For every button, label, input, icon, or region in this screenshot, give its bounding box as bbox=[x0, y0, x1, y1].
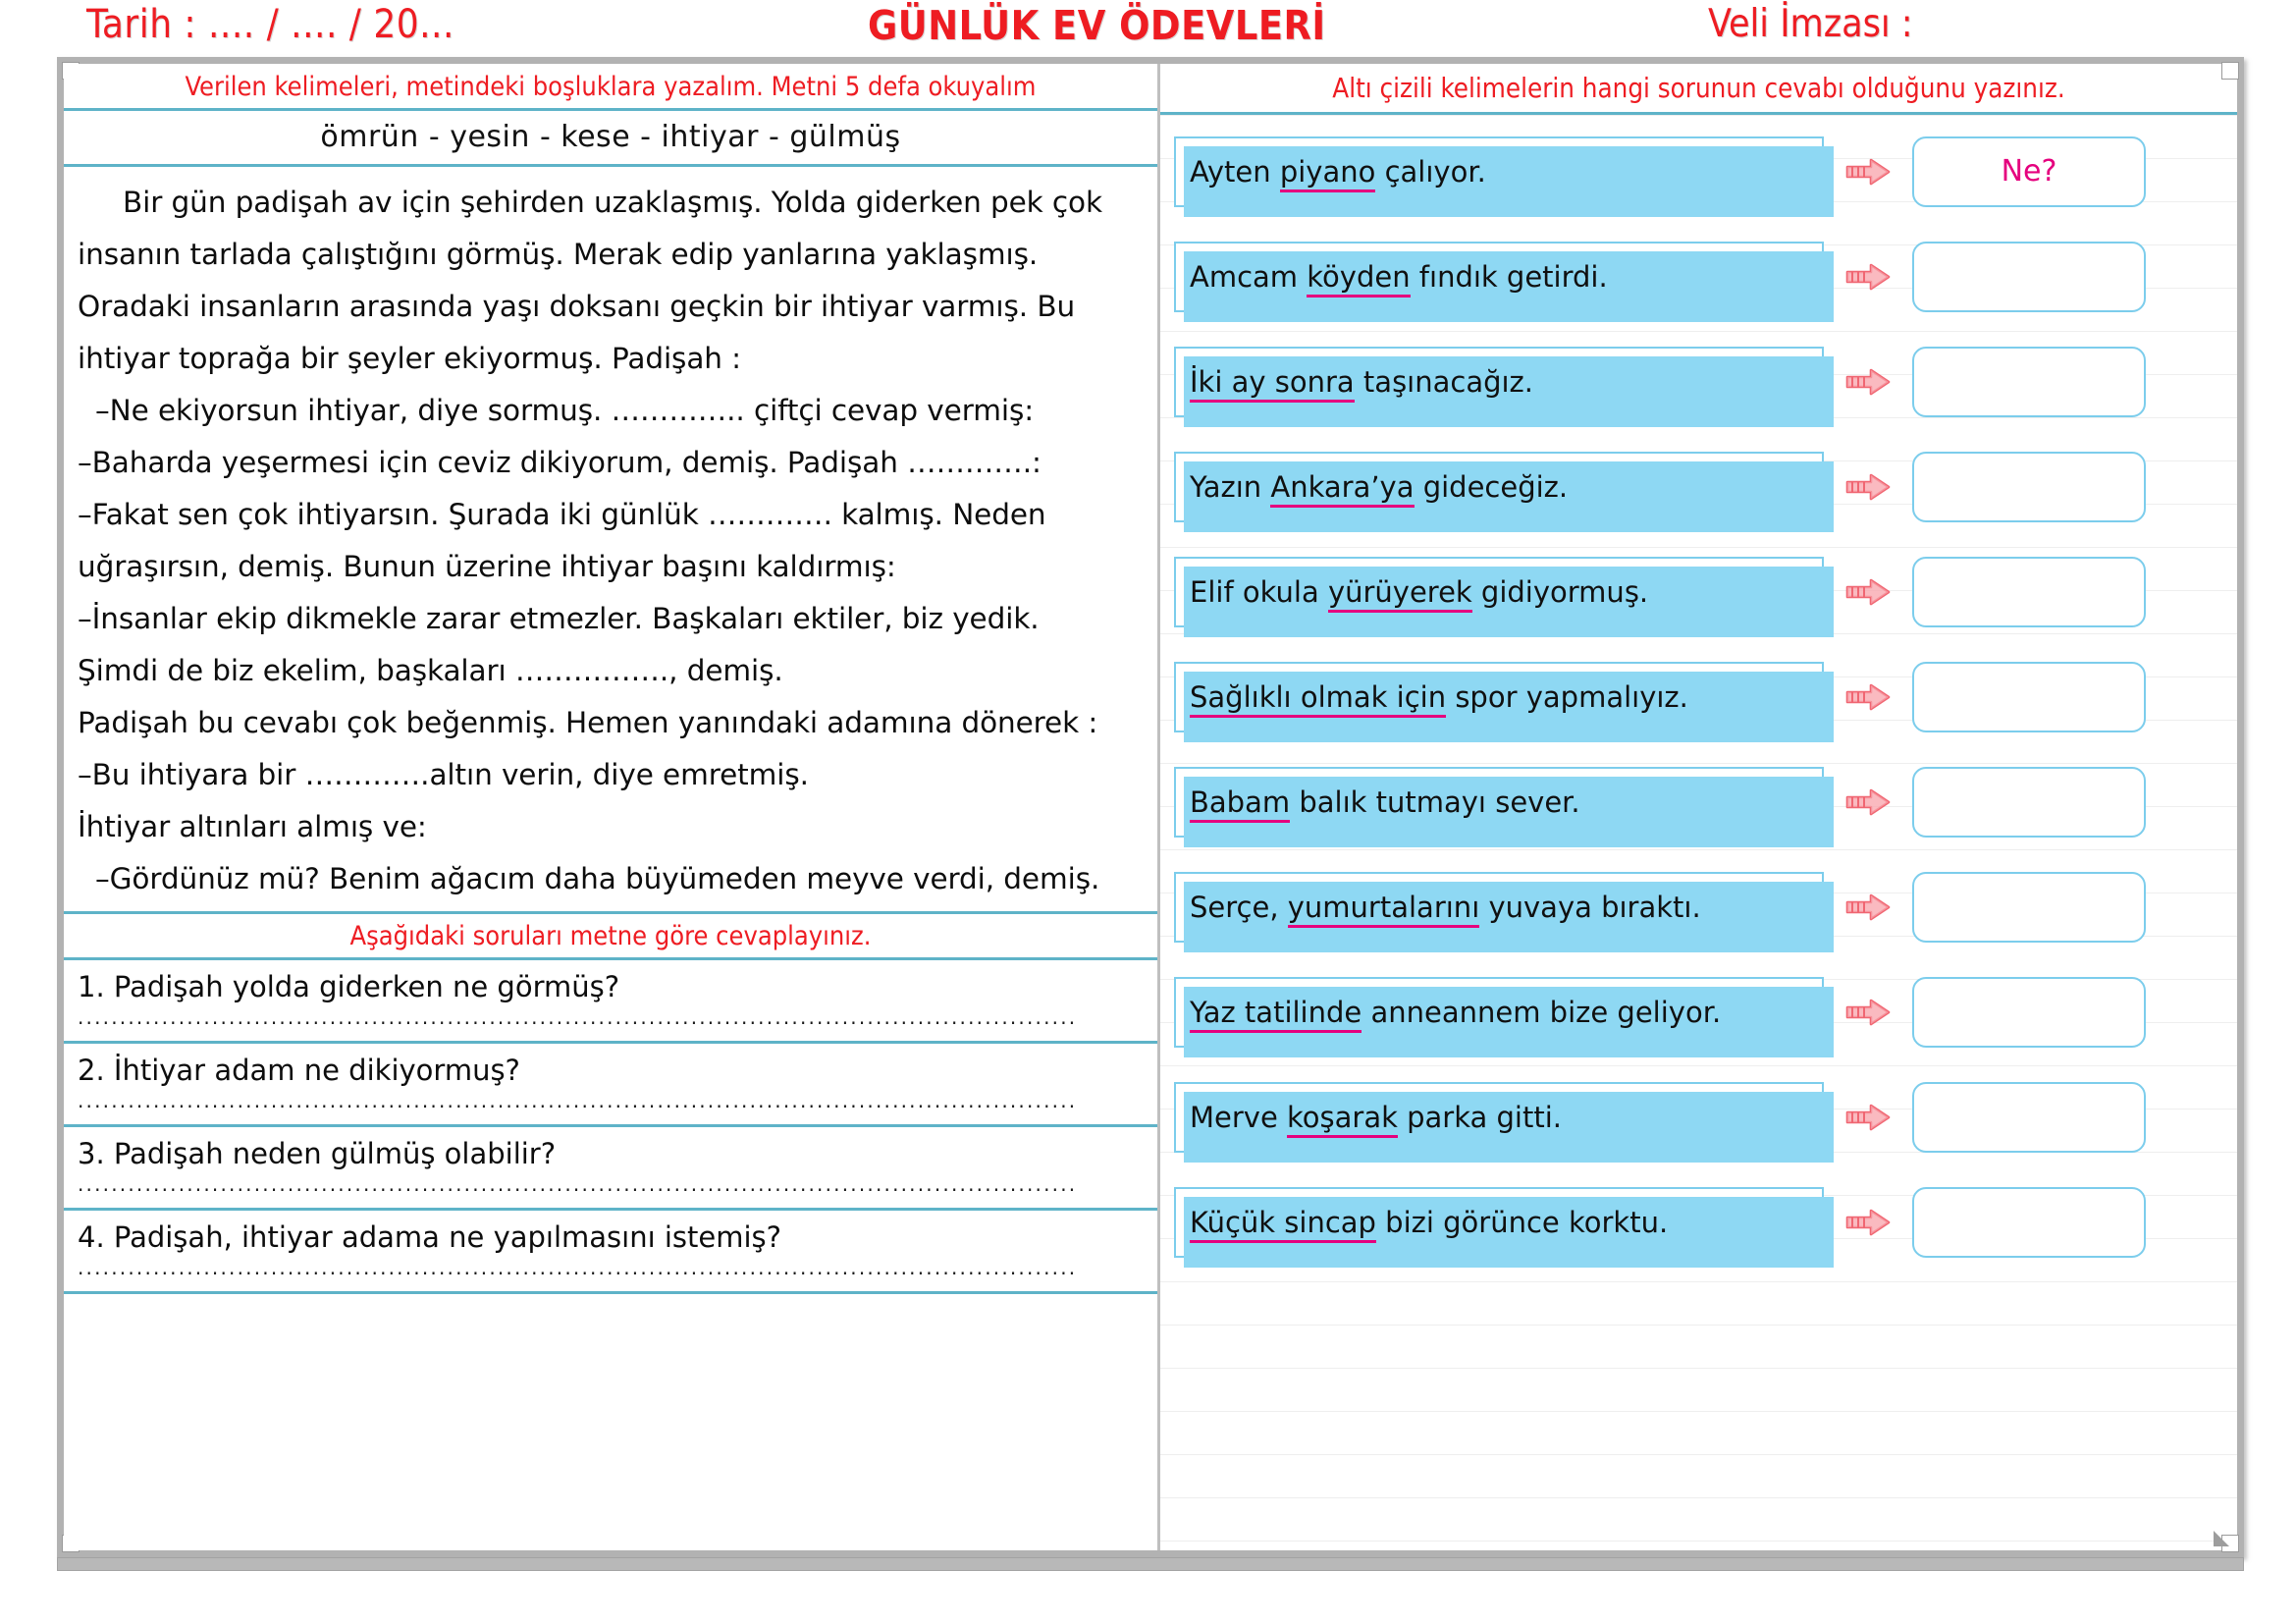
story-line: Bir gün padişah av için şehirden uzaklaşmış. Yolda giderken pek çok bbox=[123, 186, 1102, 220]
notebook-line bbox=[1160, 1454, 2237, 1455]
sentence-row bbox=[1174, 644, 2216, 749]
word-bank: ömrün - yesin - kese - ihtiyar - gülmüş bbox=[320, 120, 901, 155]
story-line: İhtiyar altınları almış ve: bbox=[78, 810, 427, 844]
story-line: Şimdi de biz ekelim, başkaları ……………., demiş. bbox=[78, 654, 783, 688]
sentence-text bbox=[1190, 470, 1568, 504]
sentence-suffix: yuvaya bıraktı. bbox=[1479, 890, 1701, 924]
underlined-keyword: piyano bbox=[1280, 155, 1376, 192]
right-arrow-icon bbox=[1824, 787, 1912, 817]
sentence-rows-container bbox=[1160, 115, 2237, 1274]
answer-box[interactable] bbox=[1912, 136, 2146, 207]
notebook-line bbox=[1160, 1281, 2237, 1282]
right-arrow-icon bbox=[1824, 472, 1912, 502]
underlined-keyword: Yaz tatilinde bbox=[1190, 996, 1362, 1033]
sentence-suffix: balık tutmayı sever. bbox=[1290, 785, 1580, 819]
answer-box[interactable] bbox=[1912, 977, 2146, 1048]
answer-box[interactable] bbox=[1912, 452, 2146, 522]
sentence-text bbox=[1190, 891, 1701, 924]
sentence-suffix: gidiyormuş. bbox=[1471, 574, 1649, 609]
story-line: –Baharda yeşermesi için ceviz dikiyorum, demiş. Padişah ………….: bbox=[78, 446, 1041, 480]
sentence-row bbox=[1174, 539, 2216, 644]
answer-box[interactable] bbox=[1912, 1187, 2146, 1258]
sentence-card bbox=[1174, 977, 1824, 1048]
sentence-suffix: fındık getirdi. bbox=[1410, 259, 1608, 294]
story-line: uğraşırsın, demiş. Bunun üzerine ihtiyar başını kaldırmış: bbox=[78, 550, 896, 584]
parent-signature-label: Veli İmzası : bbox=[1708, 2, 1913, 46]
sentence-suffix: spor yapmalıyız. bbox=[1446, 679, 1688, 714]
notebook-line bbox=[1160, 1541, 2237, 1542]
notebook-line bbox=[1160, 1411, 2237, 1412]
sentence-prefix: Merve bbox=[1190, 1100, 1288, 1134]
reading-instruction: Verilen kelimeleri, metindeki boşluklara yazalım. Metni 5 defa okuyalım bbox=[185, 72, 1037, 102]
sentence-text bbox=[1190, 680, 1688, 714]
right-arrow-icon bbox=[1824, 367, 1912, 397]
question-text: 1. Padişah yolda giderken ne görmüş? bbox=[78, 970, 620, 1004]
sentence-card bbox=[1174, 872, 1824, 943]
sentence-row bbox=[1174, 749, 2216, 854]
sentence-prefix: Yazın bbox=[1190, 469, 1271, 504]
right-arrow-icon bbox=[1824, 893, 1912, 922]
sentence-card bbox=[1174, 662, 1824, 732]
sentence-card bbox=[1174, 1082, 1824, 1153]
underlined-keyword: köyden bbox=[1307, 260, 1410, 298]
sentence-text bbox=[1190, 155, 1486, 189]
sentence-row bbox=[1174, 1169, 2216, 1274]
question-text: 3. Padişah neden gülmüş olabilir? bbox=[78, 1137, 557, 1171]
sentence-suffix: gideceğiz. bbox=[1414, 469, 1569, 504]
answer-value: Ne? bbox=[2001, 154, 2057, 189]
frame-corner-handle-top-right bbox=[2221, 62, 2239, 80]
question-block-4 bbox=[64, 1211, 1157, 1291]
notebook-line bbox=[1160, 1325, 2237, 1326]
sentence-card bbox=[1174, 1187, 1824, 1258]
question-text: 2. İhtiyar adam ne dikiyormuş? bbox=[78, 1054, 520, 1088]
sentence-row bbox=[1174, 329, 2216, 434]
divider-rule-8 bbox=[64, 1291, 1157, 1294]
answer-box[interactable] bbox=[1912, 767, 2146, 838]
story-line: ihtiyar toprağa bir şeyler ekiyormuş. Padişah : bbox=[78, 342, 742, 376]
sentence-row bbox=[1174, 1064, 2216, 1169]
date-label: Tarih : .... / .... / 20... bbox=[86, 2, 454, 47]
sentence-card bbox=[1174, 347, 1824, 417]
notebook-line bbox=[1160, 1368, 2237, 1369]
underlined-keyword: Babam bbox=[1190, 785, 1290, 823]
sentence-card bbox=[1174, 557, 1824, 627]
page-title: GÜNLÜK EV ÖDEVLERİ bbox=[868, 2, 1326, 49]
underlined-keyword: Ankara’ya bbox=[1270, 470, 1414, 508]
question-block-3 bbox=[64, 1127, 1157, 1208]
sentence-card bbox=[1174, 242, 1824, 312]
sentence-panel-instruction: Altı çizili kelimelerin hangi sorunun cevabı olduğunu yazınız. bbox=[1332, 73, 2065, 104]
sentence-row bbox=[1174, 854, 2216, 959]
underlined-keyword: İki ay sonra bbox=[1190, 365, 1355, 403]
sentence-text bbox=[1190, 260, 1608, 294]
answer-line[interactable]: ....................................................................................................................... bbox=[78, 1089, 1078, 1113]
story-line: Oradaki insanların arasında yaşı doksanı geçkin bir ihtiyar varmış. Bu bbox=[78, 290, 1076, 324]
answer-box[interactable] bbox=[1912, 662, 2146, 732]
underlined-keyword: Sağlıklı olmak için bbox=[1190, 680, 1446, 718]
underlined-keyword: Küçük sincap bbox=[1190, 1206, 1376, 1243]
sentence-suffix: parka gitti. bbox=[1397, 1100, 1562, 1134]
sentence-card bbox=[1174, 767, 1824, 838]
sentence-panel bbox=[1160, 64, 2237, 1550]
notebook-line bbox=[1160, 115, 2237, 116]
sentence-suffix: bizi görünce korktu. bbox=[1375, 1205, 1669, 1239]
sentence-text bbox=[1190, 575, 1648, 609]
sentence-row bbox=[1174, 959, 2216, 1064]
answer-line[interactable]: ....................................................................................................................... bbox=[78, 1005, 1078, 1030]
sentence-text bbox=[1190, 365, 1533, 399]
answer-box[interactable] bbox=[1912, 347, 2146, 417]
sentence-text bbox=[1190, 996, 1721, 1029]
story-line: –Fakat sen çok ihtiyarsın. Şurada iki günlük …………. kalmış. Neden bbox=[78, 498, 1046, 532]
sentence-prefix: Amcam bbox=[1190, 259, 1308, 294]
sentence-text bbox=[1190, 1206, 1668, 1239]
frame-bottom-strip bbox=[57, 1557, 2244, 1571]
question-text: 4. Padişah, ihtiyar adama ne yapılmasını istemiş? bbox=[78, 1220, 782, 1255]
answer-line[interactable]: ....................................................................................................................... bbox=[78, 1172, 1078, 1197]
sentence-card bbox=[1174, 136, 1824, 207]
sentence-prefix: Elif okula bbox=[1190, 574, 1328, 609]
questions-banner: Aşağıdaki soruları metne göre cevaplayınız. bbox=[349, 921, 872, 952]
story-line: –Bu ihtiyara bir ………….altın verin, diye emretmiş. bbox=[78, 758, 809, 792]
reading-panel bbox=[64, 64, 1160, 1550]
right-arrow-icon bbox=[1824, 682, 1912, 712]
answer-box[interactable] bbox=[1912, 1082, 2146, 1153]
sentence-text bbox=[1190, 1101, 1562, 1134]
sentence-row bbox=[1174, 224, 2216, 329]
underlined-keyword: koşarak bbox=[1287, 1101, 1398, 1138]
frame-triangle-marker-right bbox=[2214, 1531, 2229, 1546]
answer-box[interactable] bbox=[1912, 242, 2146, 312]
sentence-row bbox=[1174, 434, 2216, 539]
sentence-prefix: Serçe, bbox=[1190, 890, 1288, 924]
right-arrow-icon bbox=[1824, 577, 1912, 607]
right-arrow-icon bbox=[1824, 1208, 1912, 1237]
story-text bbox=[64, 167, 1157, 911]
right-arrow-icon bbox=[1824, 1103, 1912, 1132]
story-line: –İnsanlar ekip dikmekle zarar etmezler. Başkaları ektiler, biz yedik. bbox=[78, 602, 1040, 636]
story-line: –Ne ekiyorsun ihtiyar, diye sormuş. ………….. çiftçi cevap vermiş: bbox=[95, 394, 1035, 428]
sentence-suffix: anneannem bize geliyor. bbox=[1362, 995, 1722, 1029]
page-header bbox=[0, 0, 2296, 57]
sentence-card bbox=[1174, 452, 1824, 522]
story-line: Padişah bu cevabı çok beğenmiş. Hemen yanındaki adamına dönerek : bbox=[78, 706, 1098, 740]
right-arrow-icon bbox=[1824, 998, 1912, 1027]
worksheet-frame bbox=[57, 57, 2244, 1557]
notebook-line bbox=[1160, 1497, 2237, 1498]
underlined-keyword: yumurtalarını bbox=[1288, 891, 1479, 928]
sentence-suffix: taşınacağız. bbox=[1354, 364, 1534, 399]
sentence-prefix: Ayten bbox=[1190, 154, 1280, 189]
right-arrow-icon bbox=[1824, 262, 1912, 292]
answer-line[interactable]: ....................................................................................................................... bbox=[78, 1256, 1078, 1280]
question-block-1 bbox=[64, 960, 1157, 1041]
answer-box[interactable] bbox=[1912, 872, 2146, 943]
question-block-2 bbox=[64, 1044, 1157, 1124]
sentence-row bbox=[1174, 119, 2216, 224]
underlined-keyword: yürüyerek bbox=[1328, 575, 1472, 613]
answer-box[interactable] bbox=[1912, 557, 2146, 627]
story-line: insanın tarlada çalıştığını görmüş. Merak edip yanlarına yaklaşmış. bbox=[78, 238, 1039, 272]
story-line: –Gördünüz mü? Benim ağacım daha büyümeden meyve verdi, demiş. bbox=[95, 862, 1100, 896]
right-arrow-icon bbox=[1824, 157, 1912, 187]
sentence-suffix: çalıyor. bbox=[1375, 154, 1486, 189]
sentence-text bbox=[1190, 785, 1580, 819]
